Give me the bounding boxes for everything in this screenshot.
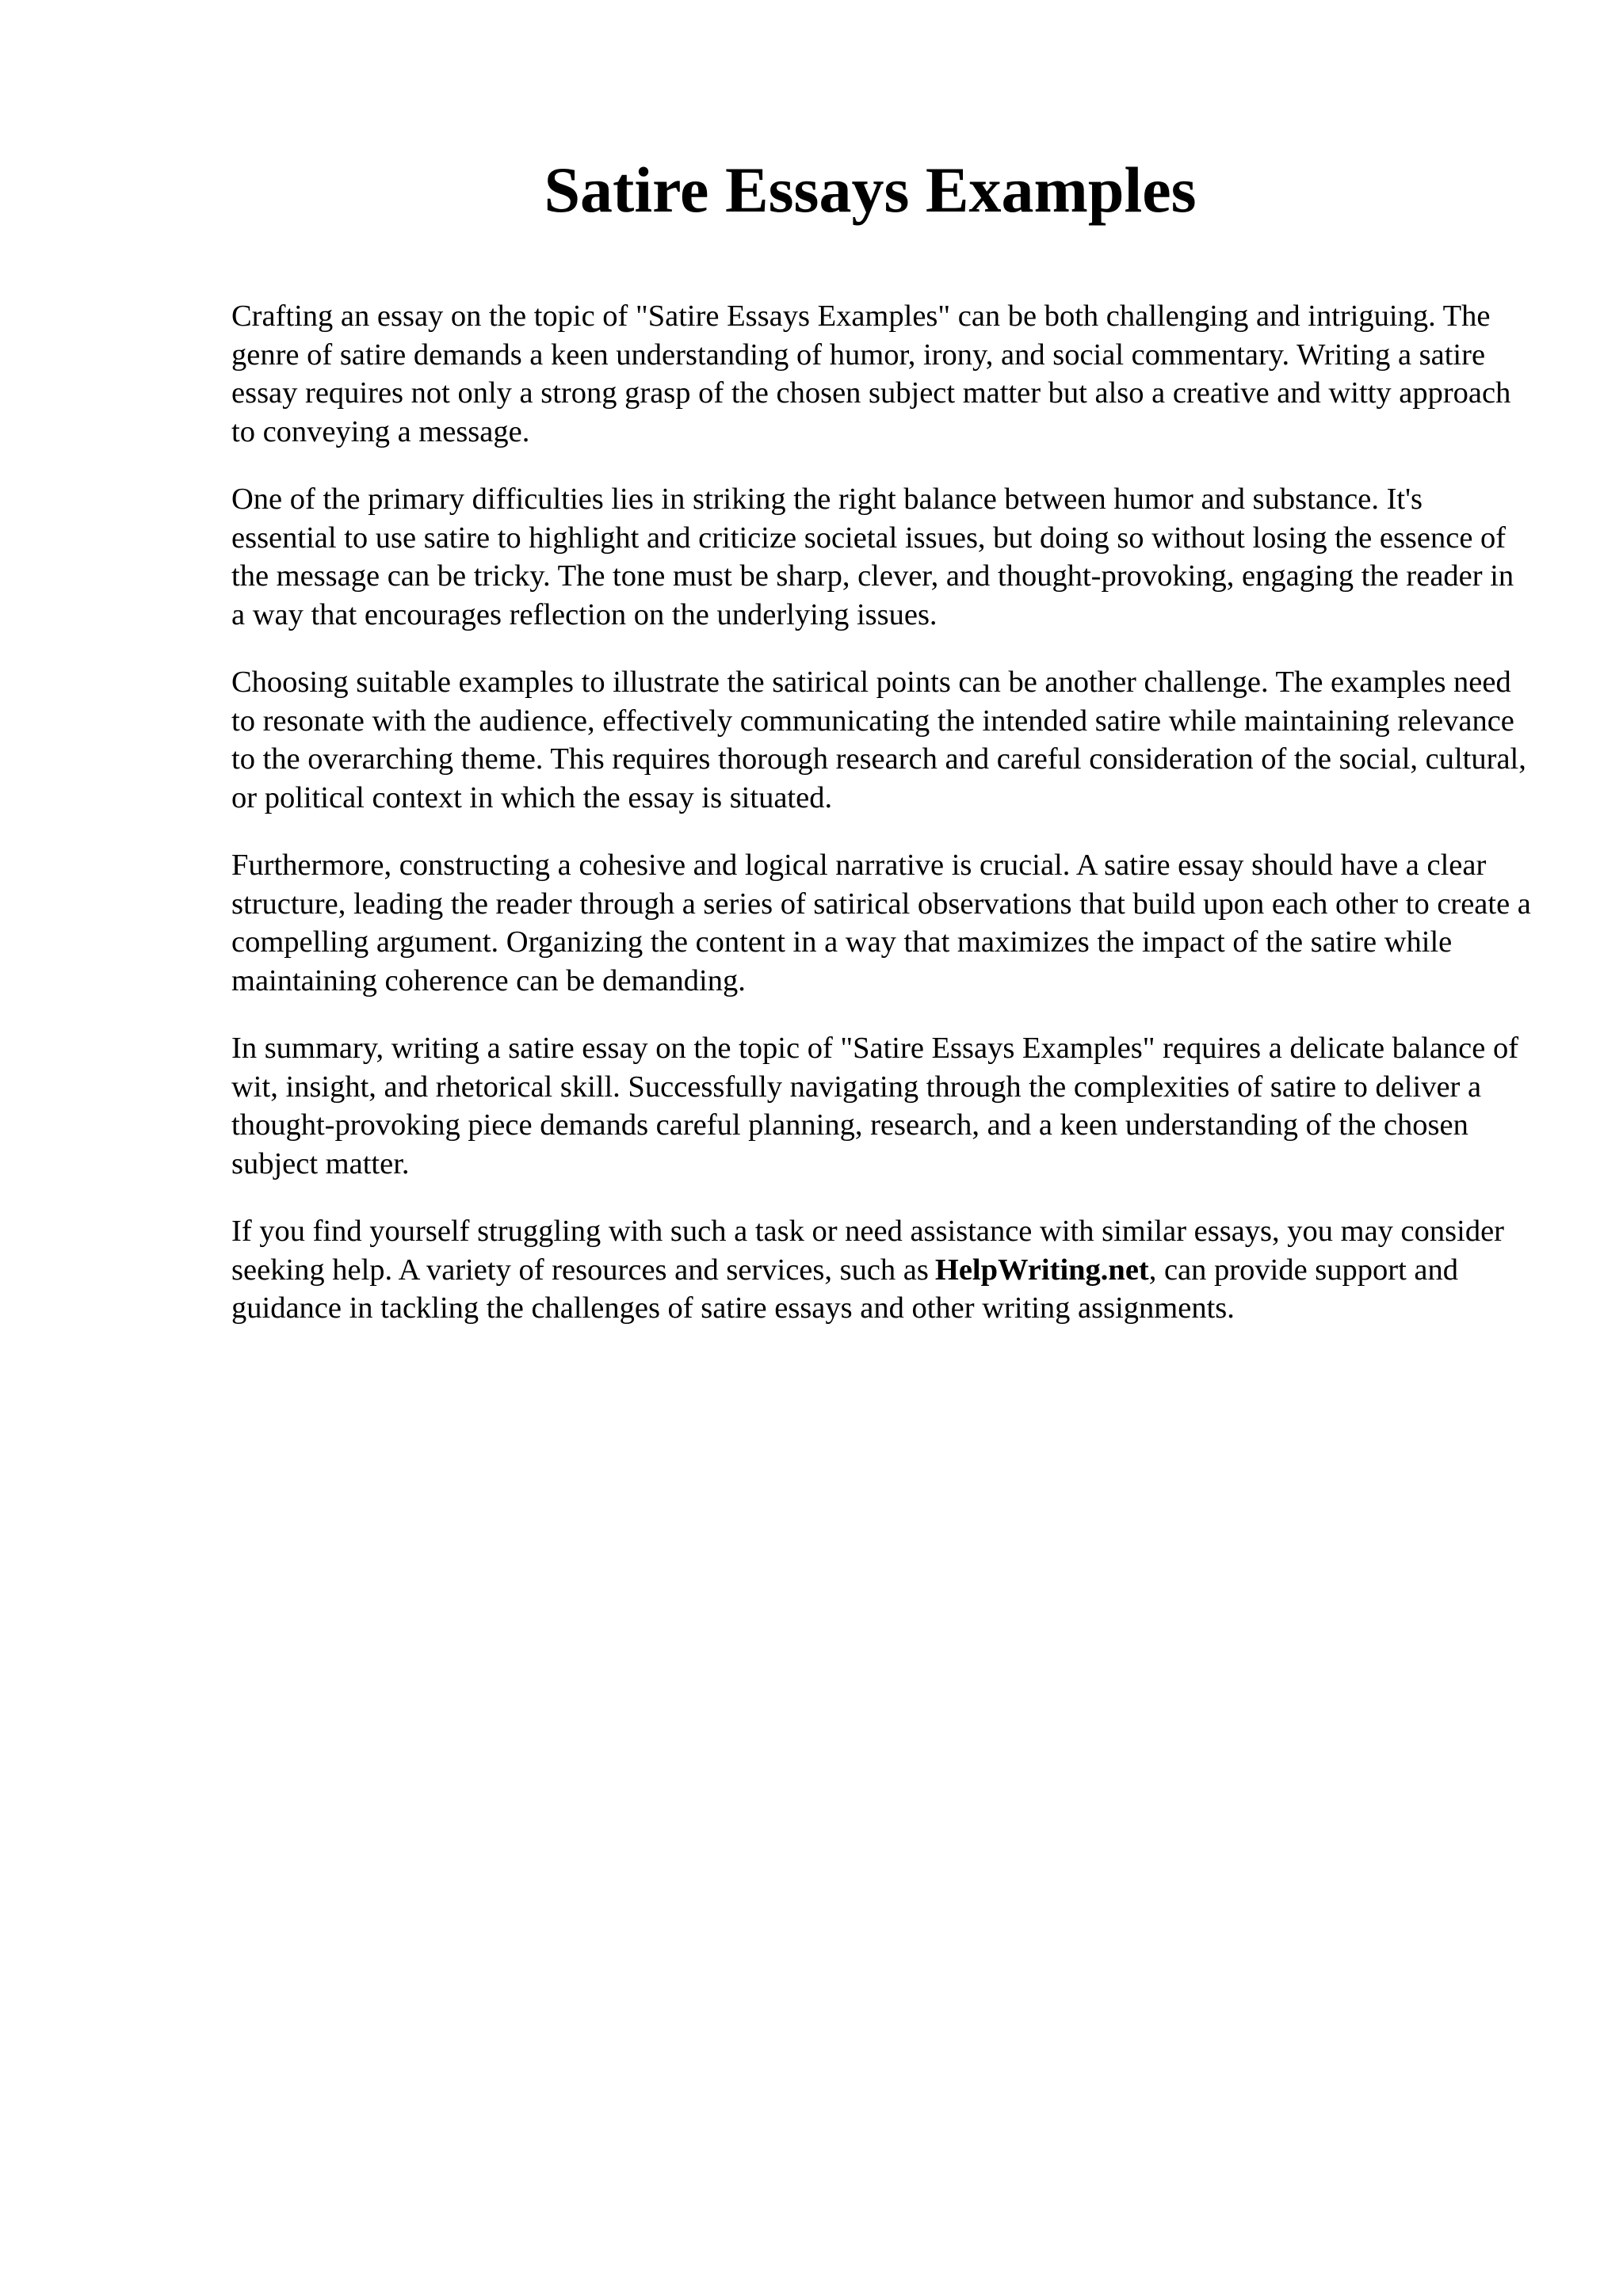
essay-body — [231, 297, 1531, 1357]
paragraph-help — [231, 1212, 1531, 1328]
page-title: Satire Essays Examples — [544, 154, 1197, 226]
paragraph-intro: Crafting an essay on the topic of "Satire Essays Examples" can be both challenging and intriguing. The genre of satire demands a keen understanding of humor, irony, and social commentary. Writing a satire essay requires not only a strong grasp of the chosen subject matter but also a creative and witty approach to conveying a message. — [231, 299, 1511, 448]
paragraph-balance: One of the primary difficulties lies in striking the right balance between humor and substance. It's essential to use satire to highlight and criticize societal issues, but doing so without losing the essence of the message can be tricky. The tone must be sharp, clever, and thought-provoking, engaging the reader in a way that encourages reflection on the underlying issues. — [231, 482, 1514, 631]
paragraph-examples: Choosing suitable examples to illustrate the satirical points can be another challenge. The examples need to resonate with the audience, effectively communicating the intended satire while maintaining relevance to the overarching theme. This requires thorough research and careful consideration of the social, cultural, or political context in which the essay is situated. — [231, 666, 1526, 814]
help-text-after-link: , can provide support and guidance in tackling the challenges of satire essays and other writing assignments. — [231, 1253, 1458, 1325]
paragraph-structure: Furthermore, constructing a cohesive and logical narrative is crucial. A satire essay should have a clear structure, leading the reader through a series of satirical observations that build upon each other to create a compelling argument. Organizing the content in a way that maximizes the impact of the satire while maintaining coherence can be demanding. — [231, 849, 1531, 997]
help-text-before-link: If you find yourself struggling with such a task or need assistance with similar essays, you may consider seeking help. A variety of resources and services, such as — [231, 1215, 1504, 1287]
helpwriting-link[interactable]: HelpWriting.net — [934, 1253, 1149, 1287]
paragraph-summary: In summary, writing a satire essay on the topic of "Satire Essays Examples" requires a delicate balance of wit, insight, and rhetorical skill. Successfully navigating through the complexities of satire to deliver a thought-provoking piece demands careful planning, research, and a keen understanding of the chosen subject matter. — [231, 1032, 1519, 1180]
